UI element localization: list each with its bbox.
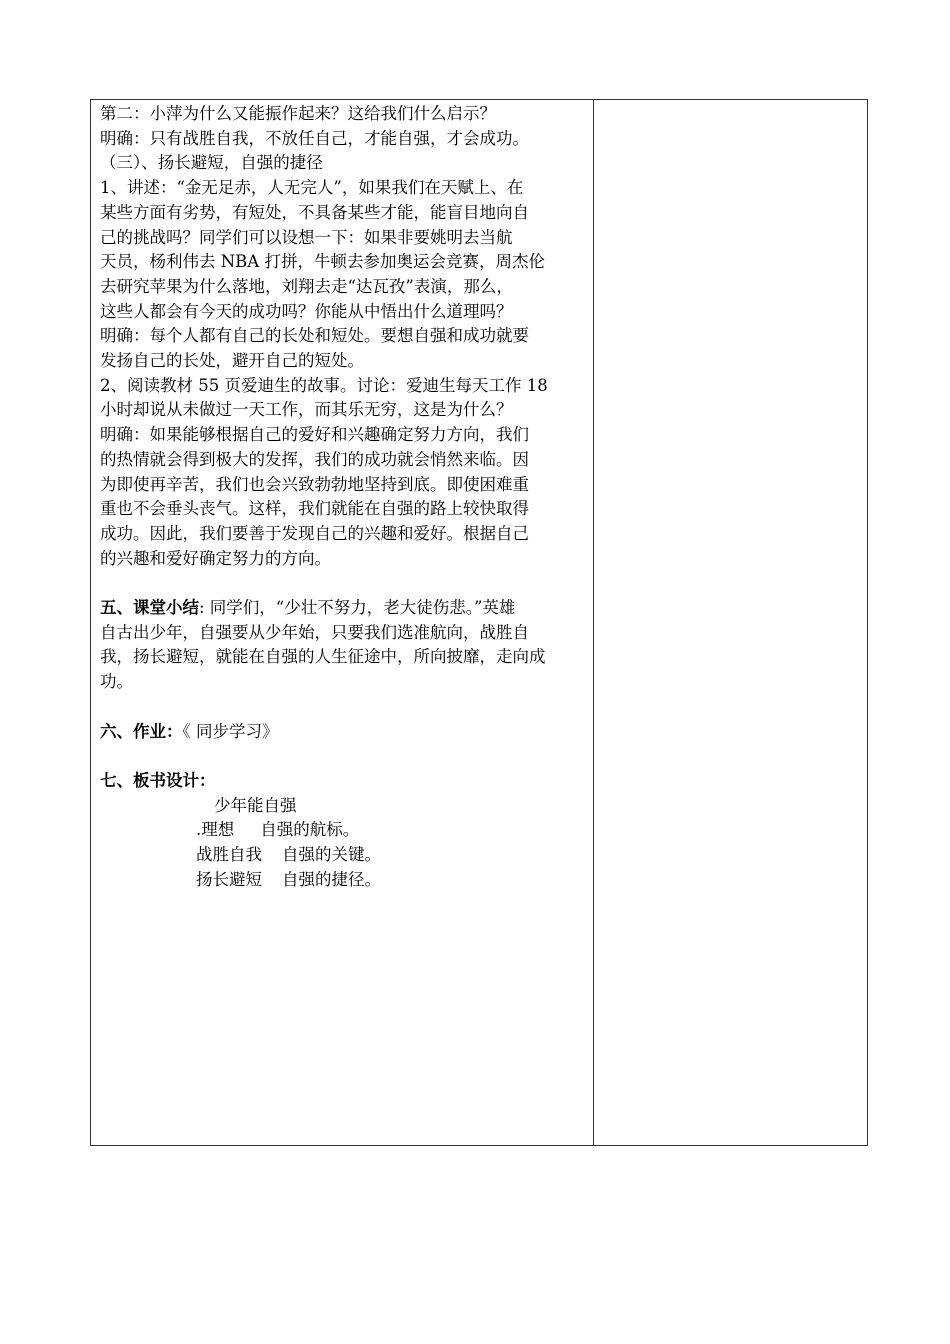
- summary-line: [100, 596, 586, 621]
- summary-line: 自古出少年，自强要从少年始，只要我们选准航向，战胜自: [100, 622, 529, 642]
- summary-text: : 同学们，“少壮不努力，老大徒伤悲。”英雄: [199, 598, 516, 618]
- paragraph-line: 某些方面有劣势，有短处，不具备某些才能，能盲目地向自: [100, 202, 529, 222]
- paragraph-line: 发扬自己的长处，避开自己的短处。: [100, 351, 364, 371]
- paragraph-line: 重也不会垂头丧气。这样，我们就能在自强的路上较快取得: [100, 499, 529, 519]
- summary-heading: 五、课堂小结: [100, 598, 199, 618]
- notes-cell: [594, 100, 867, 1145]
- board-title: 少年能自强: [214, 795, 297, 815]
- paragraph-line: 去研究苹果为什么落地，刘翔去走“达瓦孜”表演，那么，: [100, 276, 513, 296]
- board-row: [100, 843, 586, 868]
- paragraph-line: 明确：只有战胜自我，不放任自己，才能自强，才会成功。: [100, 128, 529, 148]
- homework-heading: 六、作业：: [100, 721, 183, 741]
- board-row: [100, 868, 586, 893]
- paragraph-line: 第二：小萍为什么又能振作起来？这给我们什么启示？: [100, 104, 496, 123]
- homework-text: 《 同步学习》: [182, 721, 279, 741]
- blank-line: [100, 571, 586, 596]
- content-cell: [91, 100, 594, 1145]
- board-row-right: 自强的捷径。: [282, 869, 381, 889]
- paragraph-line: 为即使再辛苦，我们也会兴致勃勃地坚持到底。即使困难重: [100, 474, 529, 494]
- paragraph-line: 2、阅读教材 55 页爱迪生的故事。讨论：爱迪生每天工作 18: [100, 375, 548, 395]
- paragraph-line: 的热情就会得到极大的发挥，我们的成功就会悄然来临。因: [100, 449, 529, 469]
- paragraph-line: 明确：每个人都有自己的长处和短处。要想自强和成功就要: [100, 326, 529, 346]
- blank-line: [100, 744, 586, 769]
- paragraph-line: 天员，杨利伟去 NBA 打拼，牛顿去参加奥运会竞赛，周杰伦: [100, 252, 545, 272]
- board-row: [100, 818, 586, 843]
- board-row-left: 扬长避短: [196, 869, 262, 889]
- paragraph-line: 这些人都会有今天的成功吗？你能从中悟出什么道理吗？: [100, 301, 513, 321]
- blank-line: [100, 695, 586, 720]
- summary-line: 我，扬长避短，就能在自强的人生征途中，所向披靡，走向成: [100, 647, 546, 667]
- board-row-right: 自强的关键。: [282, 845, 381, 865]
- paragraph-line: 己的挑战吗？同学们可以设想一下：如果非要姚明去当航: [100, 227, 513, 247]
- lesson-plan-table: [90, 99, 868, 1146]
- paragraph-line: 1、讲述：“金无足赤，人无完人”，如果我们在天赋上、在: [100, 178, 524, 198]
- paragraph-line: 的兴趣和爱好确定努力的方向。: [100, 548, 331, 568]
- board-row-right: 自强的航标。: [260, 820, 360, 840]
- paragraph-line: 小时却说从未做过一天工作，而其乐无穷，这是为什么？: [100, 400, 513, 420]
- section-heading-3: （三）、扬长避短，自强的捷径: [100, 153, 323, 173]
- board-row-left: .理想: [196, 820, 235, 840]
- paragraph-line: 成功。因此，我们要善于发现自己的兴趣和爱好。根据自己: [100, 523, 529, 543]
- summary-line: 功。: [100, 672, 133, 692]
- paragraph-line: 明确：如果能够根据自己的爱好和兴趣确定努力方向，我们: [100, 425, 529, 445]
- homework-line: [100, 720, 586, 745]
- board-heading: 七、板书设计：: [100, 770, 216, 790]
- board-row-left: 战胜自我: [196, 845, 262, 865]
